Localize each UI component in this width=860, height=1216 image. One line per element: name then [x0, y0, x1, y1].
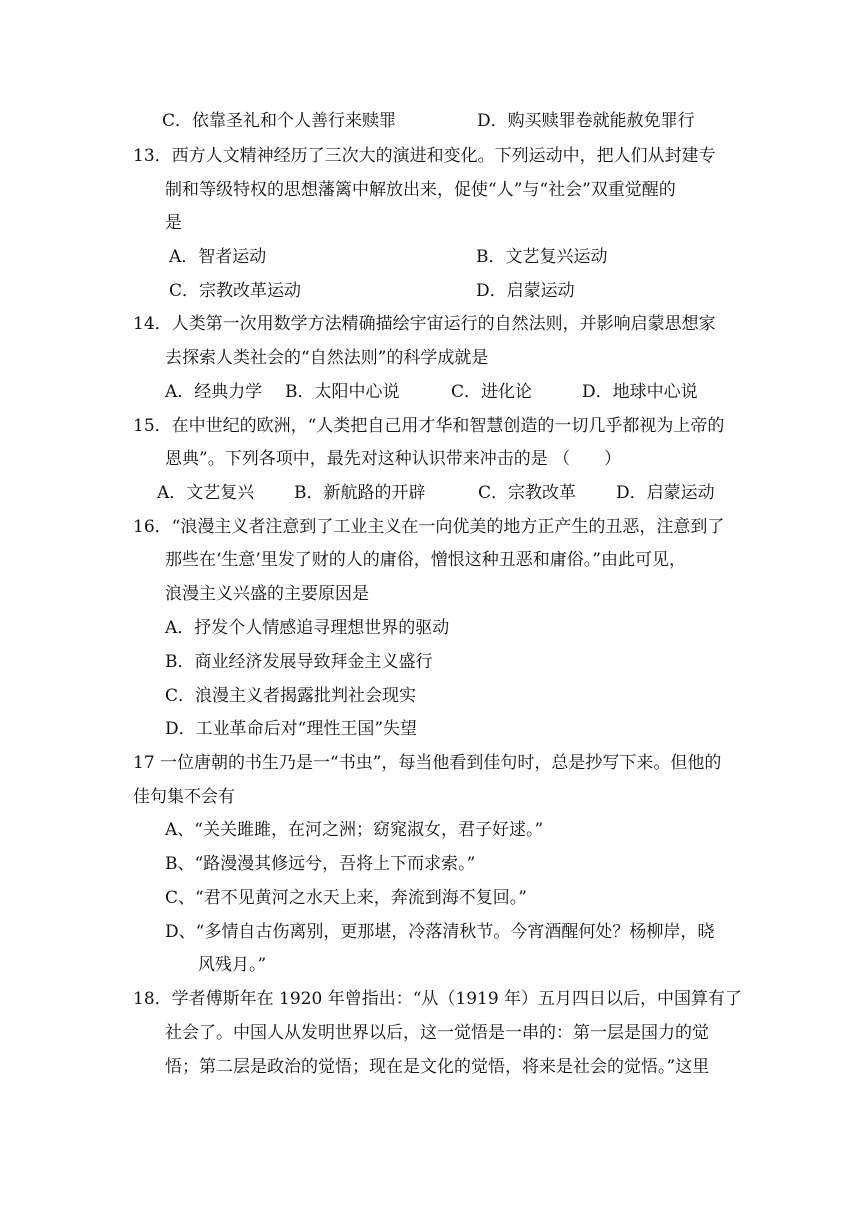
- text-line: D．工业革命后对“理性王国”失望: [165, 719, 418, 739]
- text-line: 17 一位唐朝的书生乃是一“书虫”，每当他看到佳句时，总是抄写下来。但他的: [133, 753, 722, 773]
- text-line: B．新航路的开辟: [294, 483, 426, 503]
- text-line: D．地球中心说: [582, 382, 698, 402]
- text-line: 风残月。”: [198, 955, 267, 975]
- text-line: C．浪漫主义者揭露批判社会现实: [165, 686, 417, 706]
- text-line: A．抒发个人情感追寻理想世界的驱动: [165, 618, 450, 638]
- text-line: 制和等级特权的思想藩篱中解放出来，促使“人”与“社会”双重觉醒的: [165, 180, 676, 200]
- text-line: C．依靠圣礼和个人善行来赎罪: [162, 111, 397, 131]
- text-line: 15．在中世纪的欧洲，“人类把自己用才华和智慧创造的一切几乎都视为上帝的: [133, 416, 725, 436]
- text-line: A、“关关雎雎，在河之洲；窈窕淑女，君子好逑。”: [165, 820, 544, 840]
- text-line: A．经典力学: [165, 382, 263, 402]
- text-line: 16．“浪漫主义者注意到了工业主义在一向优美的地方正产生的丑恶，注意到了: [133, 517, 725, 537]
- text-line: B．商业经济发展导致拜金主义盛行: [165, 652, 433, 672]
- text-line: D．启蒙运动: [476, 281, 575, 301]
- text-line: 悟；第二层是政治的觉悟；现在是文化的觉悟，将来是社会的觉悟。”这里: [165, 1057, 710, 1077]
- text-line: C．宗教改革运动: [169, 281, 302, 301]
- text-line: A．智者运动: [169, 247, 267, 267]
- text-line: C．进化论: [451, 382, 533, 402]
- text-line: D、“多情自古伤离别，更那堪，冷落清秋节。今宵酒醒何处？杨柳岸，晓: [165, 922, 715, 942]
- text-line: 那些在‘生意’里发了财的人的庸俗，憎恨这种丑恶和庸俗。”由此可见，: [165, 550, 686, 570]
- text-line: 浪漫主义兴盛的主要原因是: [165, 584, 369, 604]
- text-line: B、“路漫漫其修远兮，吾将上下而求索。”: [165, 854, 476, 874]
- text-line: 社会了。中国人从发明世界以后，这一觉悟是一串的：第一层是国力的觉: [165, 1023, 709, 1043]
- text-line: B．文艺复兴运动: [476, 247, 608, 267]
- text-line: D．启蒙运动: [616, 483, 715, 503]
- text-line: 14．人类第一次用数学方法精确描绘宇宙运行的自然法则，并影响启蒙思想家: [133, 314, 716, 334]
- text-line: C．宗教改革: [478, 483, 577, 503]
- text-line: 18．学者傅斯年在 1920 年曾指出：“从（1919 年）五月四日以后，中国算有了: [133, 989, 743, 1009]
- text-line: 去探索人类社会的“自然法则”的科学成就是: [165, 348, 489, 368]
- text-line: 佳句集不会有: [133, 787, 235, 807]
- text-line: 恩典”。下列各项中，最先对这种认识带来冲击的是 （ ）: [165, 449, 622, 469]
- text-line: 13．西方人文精神经历了三次大的演进和变化。下列运动中，把人们从封建专: [133, 146, 716, 166]
- text-line: D．购买赎罪卷就能赦免罪行: [477, 111, 695, 131]
- text-line: 是: [165, 213, 182, 233]
- text-line: A．文艺复兴: [157, 483, 255, 503]
- text-line: C、“君不见黄河之水天上来，奔流到海不复回。”: [165, 888, 527, 908]
- text-line: B．太阳中心说: [285, 382, 400, 402]
